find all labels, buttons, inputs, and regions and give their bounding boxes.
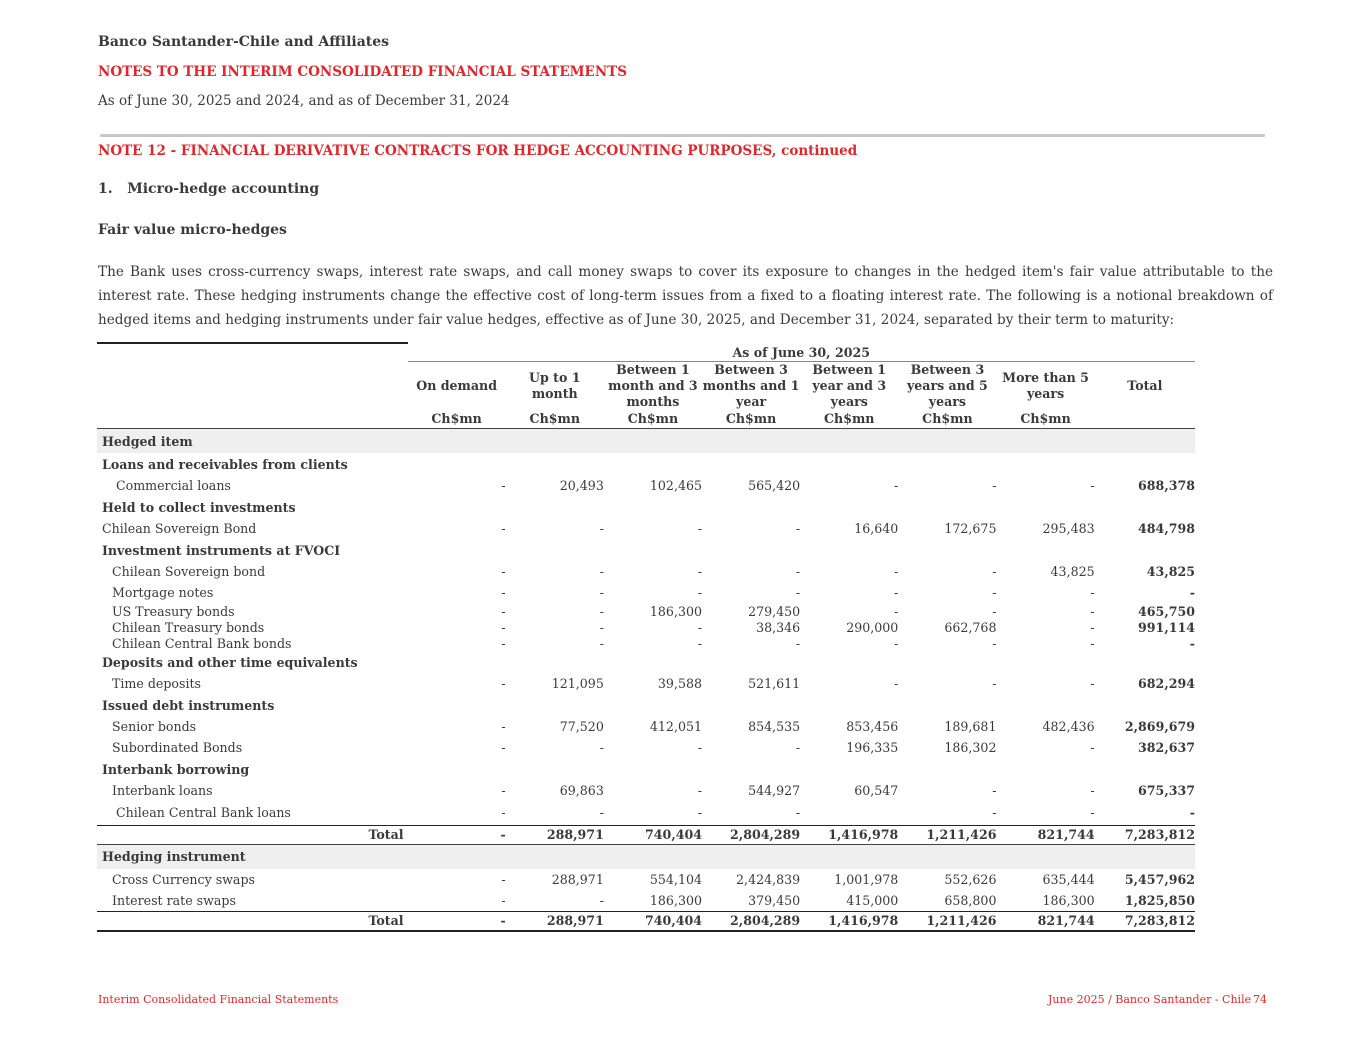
value-cell: - — [795, 564, 801, 579]
col-header: Between 1 year and 3 years — [812, 362, 887, 409]
row-label: Commercial loans — [116, 478, 231, 493]
table-row — [97, 673, 1195, 694]
value-cell: 69,863 — [559, 783, 604, 798]
notes-title: NOTES TO THE INTERIM CONSOLIDATED FINANCIAL STATEMENTS — [98, 64, 627, 80]
value-cell: - — [501, 892, 506, 908]
row-total-cell: - — [1189, 585, 1195, 600]
row-total-cell: 43,825 — [1146, 564, 1195, 579]
value-cell: - — [1090, 585, 1095, 600]
value-cell: 379,450 — [748, 892, 801, 908]
value-cell: 412,051 — [649, 719, 702, 734]
unit-label: Ch$mn — [627, 411, 679, 426]
total-row — [97, 825, 1195, 844]
page-number: 74 — [1253, 993, 1267, 1006]
value-cell — [800, 801, 898, 825]
value-cell: 1,211,426 — [898, 911, 996, 931]
row-label: US Treasury bonds — [112, 603, 235, 619]
total-row — [97, 911, 1195, 931]
row-label: Cross Currency swaps — [112, 871, 255, 887]
group-label-row — [97, 453, 1195, 475]
table-row — [97, 716, 1195, 737]
column-header-row — [97, 362, 1195, 411]
header-divider — [100, 134, 1265, 137]
value-cell: - — [795, 635, 801, 651]
value-cell: 16,640 — [854, 521, 899, 536]
value-cell: - — [599, 805, 604, 821]
row-label: Chilean Sovereign Bond — [102, 521, 257, 536]
value-cell: - — [501, 871, 506, 887]
row-label: Chilean Central Bank bonds — [112, 635, 292, 651]
value-cell: - — [501, 740, 506, 755]
unit-label: Ch$mn — [431, 411, 482, 426]
value-cell: - — [1090, 478, 1095, 493]
value-cell: 482,436 — [1042, 719, 1095, 734]
group-label-row — [97, 758, 1195, 780]
value-cell: 1,416,978 — [800, 825, 898, 844]
value-cell: - — [501, 805, 506, 821]
value-cell: 2,804,289 — [702, 825, 800, 844]
table-row — [97, 635, 1195, 651]
value-cell: 39,588 — [657, 676, 702, 691]
value-cell: 196,335 — [846, 740, 899, 755]
value-cell: 2,424,839 — [736, 871, 801, 887]
date-line: As of June 30, 2025 and 2024, and as of December 31, 2024 — [98, 93, 510, 109]
value-cell: - — [599, 564, 604, 579]
section-row-hedging-instrument — [97, 844, 1195, 869]
group-label: Issued debt instruments — [102, 697, 275, 713]
value-cell: - — [894, 635, 899, 651]
value-cell: 521,611 — [748, 676, 801, 691]
value-cell: - — [599, 521, 604, 536]
table-row — [97, 619, 1195, 635]
value-cell: 189,681 — [944, 719, 997, 734]
value-cell: - — [697, 740, 702, 755]
value-cell: - — [599, 603, 604, 619]
value-cell: - — [697, 521, 702, 536]
unit-row — [97, 410, 1195, 429]
row-label: Chilean Sovereign bond — [112, 564, 266, 579]
value-cell: 662,768 — [944, 619, 997, 635]
row-label: Subordinated Bonds — [112, 740, 243, 755]
group-label: Investment instruments at FVOCI — [102, 542, 341, 558]
value-cell: 658,800 — [944, 892, 997, 908]
value-cell: 43,825 — [1050, 564, 1095, 579]
table-row — [97, 890, 1195, 912]
row-total-cell: 5,457,962 — [1124, 871, 1195, 887]
value-cell: - — [992, 564, 997, 579]
value-cell: - — [697, 585, 702, 600]
group-label: Interbank borrowing — [102, 761, 250, 777]
value-cell: 38,346 — [756, 619, 801, 635]
value-cell: - — [599, 892, 604, 908]
value-cell: 740,404 — [604, 825, 702, 844]
unit-label: Ch$mn — [922, 411, 973, 426]
value-cell: - — [697, 635, 702, 651]
value-cell: - — [599, 619, 604, 635]
value-cell: - — [795, 521, 801, 536]
table-row — [97, 737, 1195, 758]
value-cell: - — [501, 719, 506, 734]
value-cell: - — [501, 676, 506, 691]
value-cell: - — [992, 676, 997, 691]
row-total-cell: - — [1189, 635, 1195, 651]
group-label: Loans and receivables from clients — [102, 456, 348, 472]
value-cell: 186,300 — [1042, 892, 1095, 908]
value-cell: 821,744 — [996, 911, 1094, 931]
row-total-cell: 484,798 — [1138, 521, 1195, 536]
table-row — [97, 869, 1195, 890]
value-cell: - — [894, 603, 899, 619]
subsection-title: Fair value micro-hedges — [98, 222, 287, 238]
row-label: Chilean Treasury bonds — [112, 619, 265, 635]
value-cell: 740,404 — [604, 911, 702, 931]
value-cell: - — [795, 585, 801, 600]
value-cell: 1,211,426 — [898, 825, 996, 844]
row-total-cell: - — [1189, 805, 1195, 821]
row-total-cell: 7,283,812 — [1095, 911, 1195, 931]
row-total-cell: 2,869,679 — [1124, 719, 1195, 734]
section-label: Hedging instrument — [97, 844, 1195, 869]
note-title: NOTE 12 - FINANCIAL DERIVATIVE CONTRACTS FOR HEDGE ACCOUNTING PURPOSES, continued — [98, 143, 858, 159]
unit-label: Ch$mn — [824, 411, 875, 426]
row-label: Interest rate swaps — [112, 892, 236, 908]
value-cell: 288,971 — [506, 911, 604, 931]
col-header: Between 3 months and 1 year — [702, 362, 800, 409]
row-total-cell: 465,750 — [1138, 603, 1195, 619]
value-cell: - — [697, 783, 702, 798]
value-cell: 635,444 — [1042, 871, 1095, 887]
value-cell: - — [697, 619, 702, 635]
value-cell: - — [697, 564, 702, 579]
value-cell: - — [408, 825, 506, 844]
value-cell: - — [599, 740, 604, 755]
value-cell: - — [1090, 635, 1095, 651]
unit-label: Ch$mn — [529, 411, 580, 426]
value-cell: - — [501, 521, 506, 536]
value-cell: - — [992, 585, 997, 600]
value-cell: 288,971 — [506, 825, 604, 844]
group-header: As of June 30, 2025 — [408, 343, 1195, 362]
col-header: On demand — [416, 378, 497, 393]
value-cell: 295,483 — [1042, 521, 1095, 536]
section-label: Hedged item — [97, 429, 1195, 454]
value-cell: 77,520 — [559, 719, 604, 734]
table-row — [97, 801, 1195, 825]
table-row — [97, 582, 1195, 603]
total-label: Total — [97, 825, 408, 844]
value-cell: 186,300 — [649, 603, 702, 619]
section-row-hedged-item — [97, 429, 1195, 454]
value-cell: 544,927 — [748, 783, 801, 798]
group-label: Deposits and other time equivalents — [102, 654, 358, 670]
value-cell: 554,104 — [649, 871, 702, 887]
table-row — [97, 561, 1195, 582]
value-cell: - — [501, 585, 506, 600]
total-label: Total — [97, 911, 408, 931]
row-label: Mortgage notes — [112, 585, 214, 600]
table-row — [97, 603, 1195, 619]
value-cell: - — [501, 783, 506, 798]
value-cell: - — [501, 619, 506, 635]
row-total-cell: 675,337 — [1138, 783, 1195, 798]
unit-label: Ch$mn — [725, 411, 777, 426]
table-row — [97, 780, 1195, 801]
group-label-row — [97, 539, 1195, 561]
value-cell: 172,675 — [944, 521, 997, 536]
value-cell: - — [501, 478, 506, 493]
col-header: Total — [1127, 378, 1163, 393]
value-cell: 20,493 — [559, 478, 604, 493]
value-cell: 552,626 — [944, 871, 997, 887]
unit-label: Ch$mn — [1020, 411, 1071, 426]
value-cell: - — [1090, 676, 1095, 691]
value-cell: - — [697, 805, 702, 821]
value-cell: - — [599, 635, 604, 651]
row-label: Chilean Central Bank loans — [116, 805, 291, 821]
value-cell: - — [992, 478, 997, 493]
value-cell: - — [894, 676, 899, 691]
value-cell: 186,302 — [944, 740, 997, 755]
intro-paragraph: The Bank uses cross-currency swaps, interest rate swaps, and call money swaps to cover its exposure to changes in the hedged item's fair value attributable to the interest rate. These hedging instruments change the effective cost of long-term issues from a fixed to a floating interest rate. The following is a notional breakdown of hedged items and hedging instruments under fair value hedges, effective as of June 30, 2025, and December 31, 2024, separated by their term to maturity: — [98, 264, 1273, 328]
footer-left: Interim Consolidated Financial Statements — [98, 993, 339, 1006]
section-title: 1. Micro-hedge accounting — [98, 181, 320, 197]
value-cell: 288,971 — [551, 871, 604, 887]
table-row — [97, 518, 1195, 539]
row-label: Interbank loans — [112, 783, 213, 798]
row-label: Senior bonds — [112, 719, 197, 734]
value-cell: - — [894, 585, 899, 600]
col-header: Between 1 month and 3 months — [608, 362, 698, 409]
value-cell: - — [992, 805, 997, 821]
value-cell: 290,000 — [846, 619, 899, 635]
value-cell: - — [501, 564, 506, 579]
value-cell: - — [992, 635, 997, 651]
group-label-row — [97, 651, 1195, 673]
value-cell: 853,456 — [846, 719, 899, 734]
value-cell: - — [408, 911, 506, 931]
row-total-cell: 991,114 — [1138, 619, 1195, 635]
col-header: More than 5 years — [1002, 370, 1089, 401]
value-cell: - — [1090, 603, 1095, 619]
col-header: Between 3 years and 5 years — [906, 362, 988, 409]
unit-label — [1095, 410, 1195, 429]
value-cell: - — [1090, 740, 1095, 755]
value-cell: - — [894, 564, 899, 579]
group-label-row — [97, 496, 1195, 518]
row-total-cell: 382,637 — [1138, 740, 1195, 755]
table-row — [97, 475, 1195, 496]
value-cell: 60,547 — [854, 783, 899, 798]
value-cell: 102,465 — [649, 478, 702, 493]
value-cell: 2,804,289 — [702, 911, 800, 931]
row-total-cell: 688,378 — [1138, 478, 1195, 493]
value-cell: 279,450 — [748, 603, 801, 619]
value-cell: 415,000 — [846, 892, 899, 908]
value-cell: - — [1090, 619, 1095, 635]
row-total-cell: 7,283,812 — [1095, 825, 1195, 844]
value-cell: - — [894, 478, 899, 493]
value-cell: 854,535 — [748, 719, 801, 734]
group-label: Held to collect investments — [102, 499, 296, 515]
value-cell: - — [992, 603, 997, 619]
value-cell: 1,001,978 — [834, 871, 899, 887]
value-cell: - — [501, 635, 506, 651]
value-cell: 565,420 — [748, 478, 801, 493]
value-cell: 821,744 — [996, 825, 1094, 844]
group-header-row — [97, 343, 1195, 362]
value-cell: 186,300 — [649, 892, 702, 908]
value-cell: - — [1090, 783, 1095, 798]
row-label: Time deposits — [112, 676, 201, 691]
value-cell: - — [1090, 805, 1095, 821]
hedge-table — [97, 342, 1195, 932]
group-label-row — [97, 694, 1195, 716]
value-cell: 1,416,978 — [800, 911, 898, 931]
value-cell: - — [501, 603, 506, 619]
value-cell: 121,095 — [551, 676, 604, 691]
company-name: Banco Santander-Chile and Affiliates — [98, 34, 390, 50]
value-cell: - — [795, 740, 801, 755]
col-header: Up to 1 month — [528, 370, 581, 401]
footer-right: June 2025 / Banco Santander - Chile — [1048, 993, 1252, 1006]
row-total-cell: 1,825,850 — [1124, 892, 1195, 908]
row-total-cell: 682,294 — [1138, 676, 1195, 691]
value-cell: - — [599, 585, 604, 600]
value-cell: - — [795, 805, 801, 821]
value-cell: - — [992, 783, 997, 798]
